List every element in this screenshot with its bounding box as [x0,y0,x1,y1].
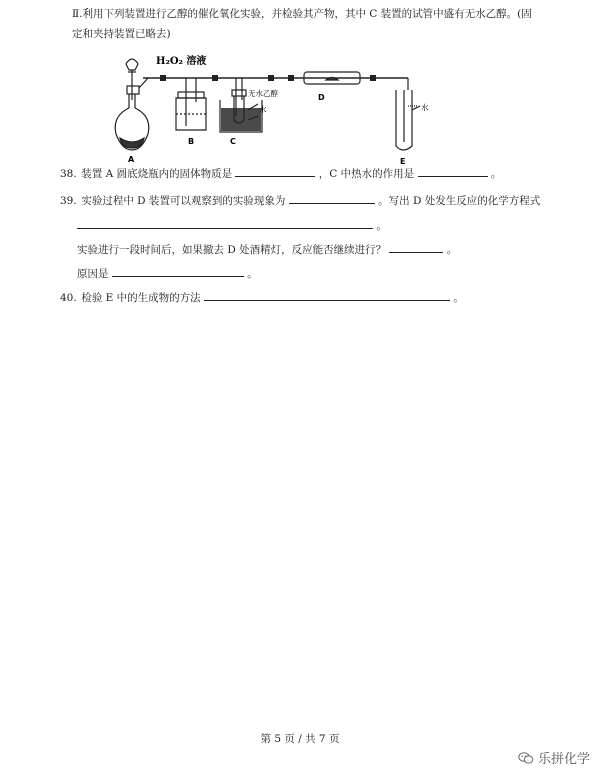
intro-line-1: Ⅱ.利用下列装置进行乙醇的催化氧化实验，并检验其产物，其中 C 装置的试管中盛有无水乙醇。(固 [72,8,532,20]
question-38-text-3: 。 [490,168,502,180]
apparatus-e [396,78,420,150]
question-38-text-2: ，C 中热水的作用是 [318,168,415,180]
intro-text [72,4,572,44]
apparatus-c [220,78,262,132]
answer-blank-38b[interactable] [418,164,488,177]
question-38 [60,164,501,183]
apparatus-a [115,59,149,150]
question-39-line-2 [77,216,387,235]
apparatus-diagram [108,50,448,165]
question-39-number: 39. [60,195,77,207]
label-c: C [230,137,236,146]
question-38-number: 38. [60,168,77,180]
page-footer: 第 5 页 / 共 7 页 [260,733,340,745]
question-40-number: 40. [60,292,77,304]
question-39-line-4-end: 。 [247,268,258,280]
answer-blank-38a[interactable] [235,164,315,177]
answer-blank-39b[interactable] [77,216,373,229]
answer-blank-39a[interactable] [289,191,375,204]
label-a: A [128,155,135,164]
answer-blank-40[interactable] [204,288,450,301]
label-b: B [188,137,195,146]
question-40-text-1: 检验 E 中的生成物的方法 [81,292,201,304]
answer-blank-39d[interactable] [112,264,244,277]
question-39-text-1: 实验过程中 D 装置可以观察到的实验现象为 [81,195,286,207]
watermark [518,748,590,767]
water-label-e: 水 [421,103,429,112]
question-39-text-2: 。写出 D 处发生反应的化学方程式 [378,195,541,207]
intro-line-2: 定和夹持装置已略去) [72,28,171,40]
watermark-text: 乐拼化学 [537,752,590,767]
question-39-line-3-end: 。 [446,244,458,256]
question-39 [60,191,540,210]
question-39-line-2-end: 。 [376,220,387,232]
question-39-line-4-text: 原因是 [77,268,109,280]
label-d: D [318,93,325,102]
question-40-text-2: 。 [453,292,464,304]
label-e: E [400,157,406,165]
ethanol-label: 无水乙醇 [248,89,278,98]
question-39-line-3 [77,240,457,259]
question-40 [60,288,464,307]
wechat-icon [518,751,534,765]
question-38-text-1: 装置 A 圆底烧瓶内的固体物质是 [81,168,233,180]
answer-blank-39c[interactable] [389,240,443,253]
question-39-line-4 [77,264,258,283]
apparatus-b [176,78,206,130]
water-label-c: 水 [259,105,267,114]
h2o2-label: H₂O₂ 溶液 [156,56,207,67]
question-39-line-3-text: 实验进行一段时间后，如果撤去 D 处酒精灯，反应能否继续进行？ [77,244,387,256]
